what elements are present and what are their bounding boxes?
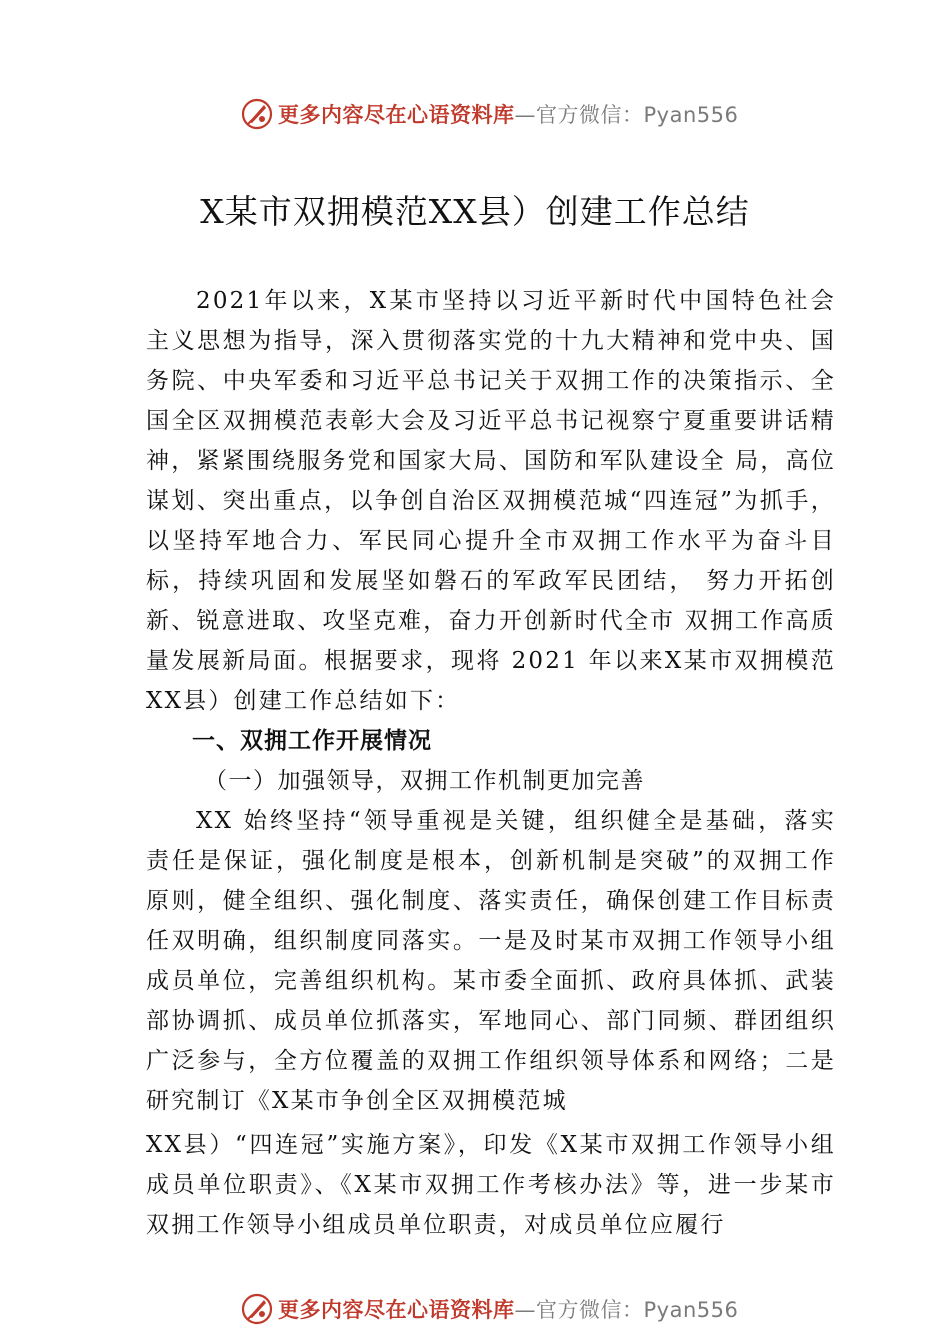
document-title: X某市双拥模范XX县）创建工作总结: [200, 192, 750, 231]
document-body: [146, 281, 836, 1245]
quill-logo-icon: [240, 1292, 274, 1326]
watermark-gray-text: —官方微信：Pyan556: [514, 1298, 739, 1322]
body-paragraph-2: XX县）“四连冠”实施方案》，印发《X某市双拥工作领导小组成员单位职责》、《X某市双拥工作考核办法》等，进一步某市双拥工作领导小组成员单位职责，对成员单位应履行: [146, 1132, 836, 1238]
intro-paragraph: 2021年以来，X某市坚持以习近平新时代中国特色社会主义思想为指导，深入贯彻落实党的十九大精神和党中央、国务院、中央军委和习近平总书记关于双拥工作的决策指示、全国全区双拥模范表彰大会及习近平总书记视察宁夏重要讲话精神，紧紧围绕服务党和国家大局、国防和军队建设全 局，高位谋划、突出重点，以争创自治区双拥模范城“四连冠”为抓手，以坚持军地合力、军民同心提升全市双拥工作水平为奋斗目标，持续巩固和发展坚如磐石的军政军民团结， 努力开拓创新、锐意进取、攻坚克难，奋力开创新时代全市 双拥工作高质量发展新局面。根据要求，现将 2021 年以来X某市双拥模范XX县）创建工作总结如下：: [146, 288, 836, 714]
watermark-header: [240, 96, 760, 132]
section-heading-1: 一、双拥工作开展情况: [192, 728, 432, 754]
watermark-gray-text: —官方微信：Pyan556: [514, 103, 739, 127]
body-paragraph-1: XX 始终坚持“领导重视是关键，组织健全是基础，落实责任是保证，强化制度是根本，创新机制是突破”的双拥工作原则，健全组织、强化制度、落实责任，确保创建工作目标责任双明确，组织制度同落实。一是及时某市双拥工作领导小组成员单位，完善组织机构。某市委全面抓、政府具体抓、武装部协调抓、成员单位抓落实，军地同心、部门同频、群团组织广泛参与，全方位覆盖的双拥工作组织领导体系和网络；二是研究制订《X某市争创全区双拥模范城: [146, 808, 836, 1114]
subsection-heading-1: （一）加强领导，双拥工作机制更加完善: [204, 768, 645, 794]
watermark-text: [278, 1294, 738, 1324]
quill-logo-icon: [240, 97, 274, 131]
watermark-red-text: 更多内容尽在心语资料库: [278, 1297, 515, 1322]
watermark-red-text: 更多内容尽在心语资料库: [278, 102, 515, 127]
watermark-footer: [240, 1291, 760, 1327]
watermark-text: [278, 99, 738, 129]
